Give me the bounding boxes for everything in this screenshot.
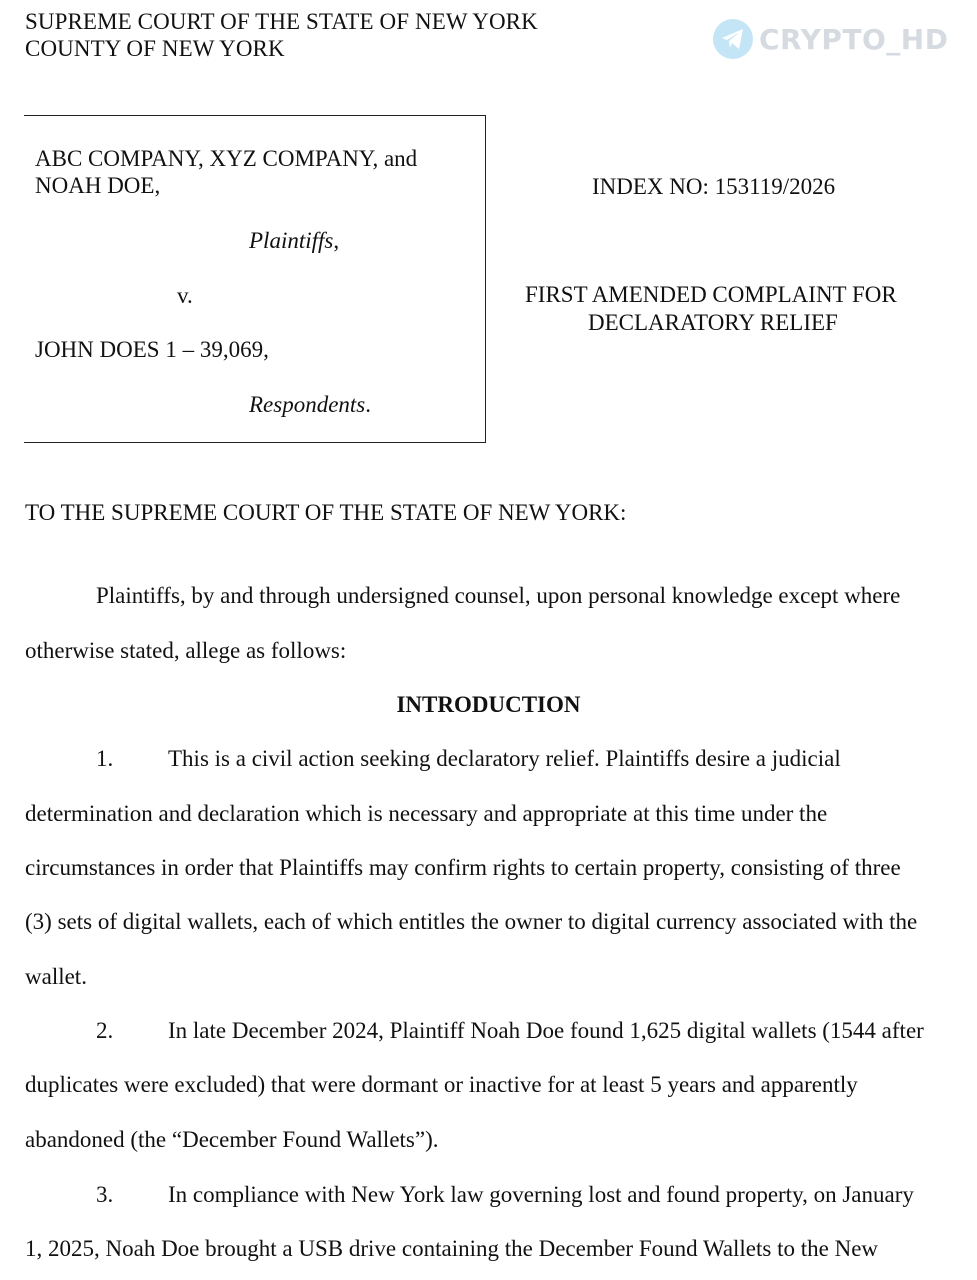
- respondents-role-label: Respondents: [249, 392, 366, 417]
- plaintiffs-role-label: Plaintiffs: [249, 228, 334, 253]
- index-number: INDEX NO: 153119/2026: [592, 174, 836, 199]
- document-title-line-2: DECLARATORY RELIEF: [588, 310, 838, 335]
- paragraph-1-line: circumstances in order that Plaintiffs may confirm rights to certain property, consisting of three: [25, 855, 901, 880]
- paragraph-3-number: 3.: [96, 1182, 114, 1207]
- intro-line-1: Plaintiffs, by and through undersigned counsel, upon personal knowledge except where: [96, 583, 901, 608]
- court-name: SUPREME COURT OF THE STATE OF NEW YORK: [25, 9, 538, 34]
- paragraph-1-line: This is a civil action seeking declaratory relief. Plaintiffs desire a judicial: [168, 746, 841, 771]
- paragraph-2-number: 2.: [96, 1018, 114, 1043]
- watermark: [713, 16, 948, 62]
- paragraph-2-line: duplicates were excluded) that were dormant or inactive for at least 5 years and apparently: [25, 1072, 858, 1097]
- paragraph-1-line: wallet.: [25, 964, 87, 989]
- addressee: TO THE SUPREME COURT OF THE STATE OF NEW YORK:: [25, 500, 627, 525]
- paragraph-3-line: In compliance with New York law governing lost and found property, on January: [168, 1182, 914, 1207]
- paragraph-1-line: (3) sets of digital wallets, each of which entitles the owner to digital currency associated with the: [25, 909, 918, 934]
- paragraph-1-line: determination and declaration which is necessary and appropriate at this time under the: [25, 801, 828, 826]
- paragraph-3-line: 1, 2025, Noah Doe brought a USB drive containing the December Found Wallets to the New: [25, 1236, 879, 1261]
- plaintiffs-names-line-1: ABC COMPANY, XYZ COMPANY, and: [35, 146, 418, 171]
- document-title-line-1: FIRST AMENDED COMPLAINT FOR: [525, 282, 897, 307]
- court-county: COUNTY OF NEW YORK: [25, 36, 285, 61]
- respondents-role: [249, 391, 371, 419]
- respondents-names: JOHN DOES 1 – 39,069,: [35, 337, 269, 362]
- section-heading: INTRODUCTION: [396, 692, 581, 717]
- plaintiffs-role: [249, 227, 339, 255]
- respondents-role-suffix: .: [365, 392, 372, 417]
- paragraph-2-line: abandoned (the “December Found Wallets”).: [25, 1127, 439, 1152]
- paragraph-1-number: 1.: [96, 746, 114, 771]
- plaintiffs-names-line-2: NOAH DOE,: [35, 173, 161, 198]
- watermark-text: CRYPTO_HD: [759, 22, 949, 56]
- plaintiffs-role-suffix: ,: [333, 228, 340, 253]
- versus-label: v.: [177, 283, 193, 308]
- paragraph-2-line: In late December 2024, Plaintiff Noah Doe found 1,625 digital wallets (1544 after: [168, 1018, 924, 1043]
- telegram-icon: [713, 19, 753, 59]
- intro-line-2: otherwise stated, allege as follows:: [25, 638, 347, 663]
